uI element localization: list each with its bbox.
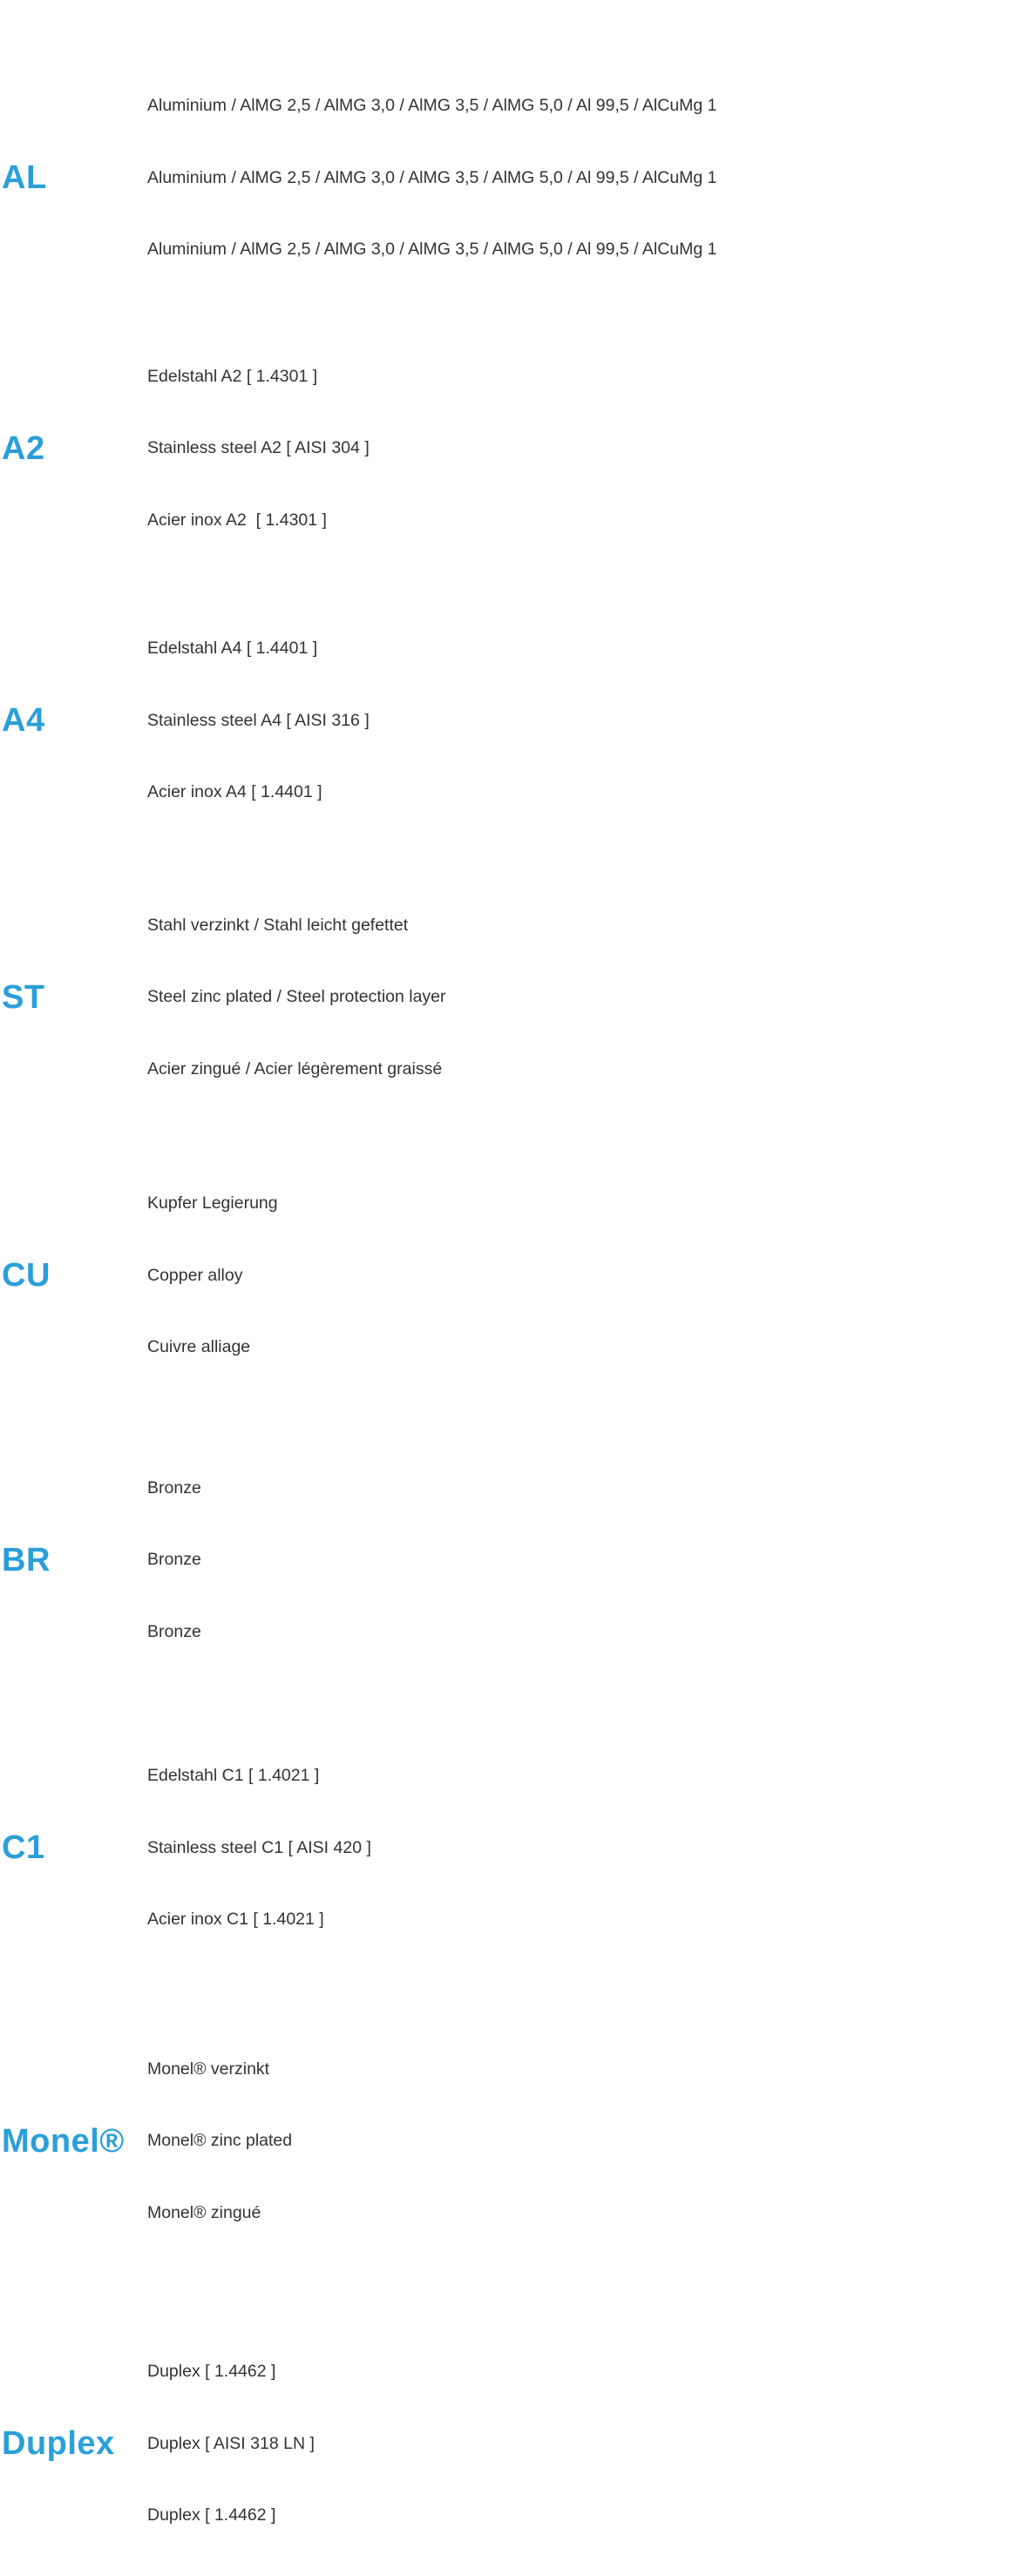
material-descriptions bbox=[147, 866, 1011, 1130]
material-description-fr: Acier inox A2 [ 1.4301 ] bbox=[147, 510, 327, 530]
material-description-en: Stainless steel A2 [ AISI 304 ] bbox=[147, 438, 370, 457]
material-description-de: Stahl verzinkt / Stahl leicht gefettet bbox=[147, 915, 409, 935]
material-descriptions bbox=[147, 1144, 1011, 1408]
material-description-en: Stainless steel A4 [ AISI 316 ] bbox=[147, 710, 370, 730]
material-row-duplex bbox=[0, 2312, 1011, 2576]
material-description-de: Edelstahl C1 [ 1.4021 ] bbox=[147, 1766, 320, 1785]
material-description-de: Bronze bbox=[147, 1477, 201, 1498]
material-description-de: Edelstahl A2 [ 1.4301 ] bbox=[147, 366, 318, 386]
material-row-cu bbox=[0, 1144, 1011, 1408]
material-code-br: BR bbox=[2, 1541, 51, 1579]
material-description-fr: Monel® zingué bbox=[147, 2202, 261, 2222]
material-description-de: Duplex [ 1.4462 ] bbox=[147, 2362, 276, 2381]
material-code-cu: CU bbox=[2, 1257, 51, 1295]
material-descriptions bbox=[147, 1429, 1011, 1693]
material-row-al bbox=[0, 46, 1011, 310]
material-code-st: ST bbox=[2, 978, 45, 1016]
material-code-al: AL bbox=[2, 159, 47, 197]
material-description-en: Steel zinc plated / Steel protection layer bbox=[147, 987, 446, 1006]
material-row-a4 bbox=[0, 589, 1011, 853]
material-row-st bbox=[0, 866, 1011, 1130]
material-description-fr: Aluminium / AlMG 2,5 / AlMG 3,0 / AlMG 3,5 / AlMG 5,0 / Al 99,5 / AlCuMg 1 bbox=[147, 240, 717, 259]
material-code-duplex: Duplex bbox=[2, 2425, 115, 2463]
material-description-fr: Duplex [ 1.4462 ] bbox=[147, 2505, 276, 2525]
material-description-de: Aluminium / AlMG 2,5 / AlMG 3,0 / AlMG 3,5 / AlMG 5,0 / Al 99,5 / AlCuMg 1 bbox=[147, 96, 717, 115]
material-descriptions bbox=[147, 589, 1011, 853]
material-description-en: Bronze bbox=[147, 1550, 201, 1569]
material-description-fr: Cuivre alliage bbox=[147, 1337, 251, 1356]
material-code-a2: A2 bbox=[2, 429, 45, 467]
material-description-de: Edelstahl A4 [ 1.4401 ] bbox=[147, 639, 318, 658]
material-code-monel: Monel® bbox=[2, 2122, 125, 2160]
material-description-en: Aluminium / AlMG 2,5 / AlMG 3,0 / AlMG 3,5 / AlMG 5,0 / Al 99,5 / AlCuMg 1 bbox=[147, 167, 717, 187]
material-row-a2 bbox=[0, 317, 1011, 581]
material-description-en: Stainless steel C1 [ AISI 420 ] bbox=[147, 1837, 371, 1857]
material-row-c1 bbox=[0, 1716, 1011, 1980]
material-description-fr: Bronze bbox=[147, 1621, 201, 1641]
material-descriptions bbox=[147, 317, 1011, 581]
material-description-en: Copper alloy bbox=[147, 1265, 243, 1285]
material-description-de: Monel® verzinkt bbox=[147, 2059, 270, 2079]
material-row-br bbox=[0, 1429, 1011, 1693]
material-descriptions bbox=[147, 2010, 1011, 2274]
material-description-fr: Acier inox C1 [ 1.4021 ] bbox=[147, 1910, 324, 1929]
material-description-en: Duplex [ AISI 318 LN ] bbox=[147, 2433, 315, 2453]
material-description-fr: Acier inox A4 [ 1.4401 ] bbox=[147, 782, 322, 801]
material-description-fr: Acier zingué / Acier légèrement graissé bbox=[147, 1058, 443, 1078]
material-descriptions bbox=[147, 2312, 1011, 2576]
material-descriptions bbox=[147, 46, 1011, 310]
material-description-en: Monel® zinc plated bbox=[147, 2131, 293, 2150]
material-description-de: Kupfer Legierung bbox=[147, 1193, 278, 1213]
material-row-monel bbox=[0, 2010, 1011, 2274]
material-descriptions bbox=[147, 1716, 1011, 1980]
material-code-c1: C1 bbox=[2, 1829, 45, 1867]
material-code-a4: A4 bbox=[2, 702, 45, 740]
